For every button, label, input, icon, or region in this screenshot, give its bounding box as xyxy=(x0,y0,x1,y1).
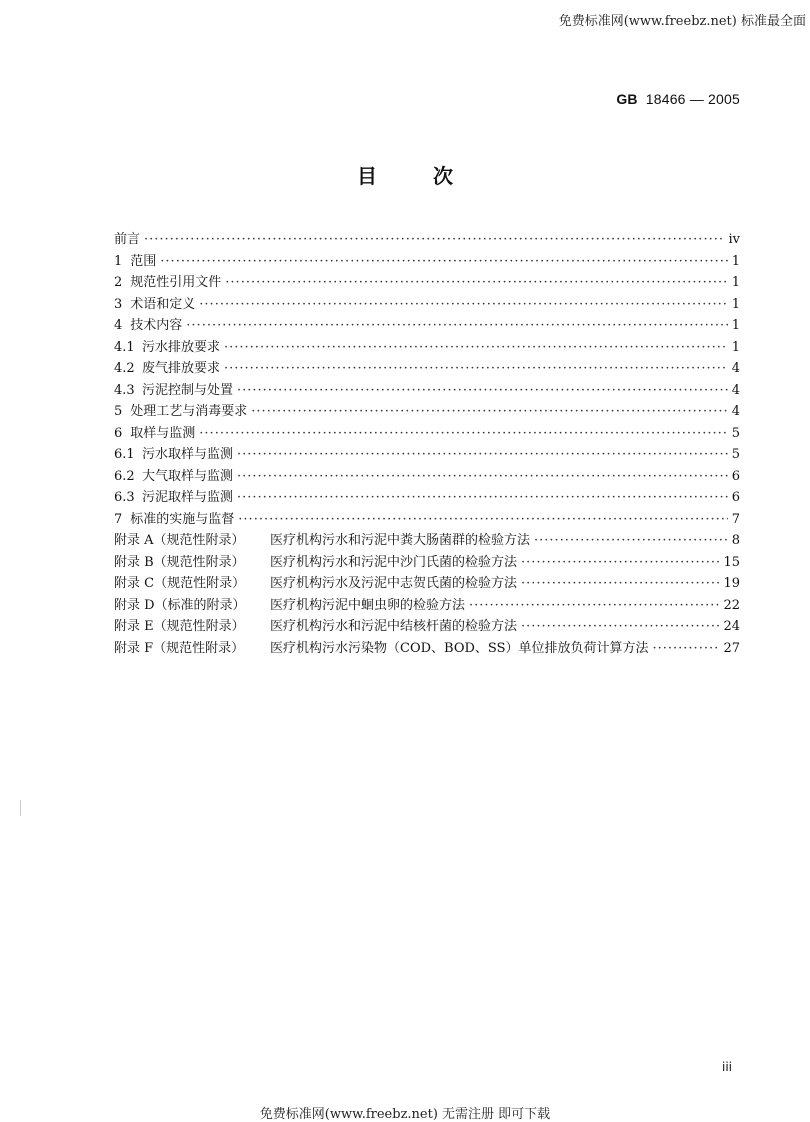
toc-entry-page: 1 xyxy=(731,296,740,312)
toc-appendix-id: 附录 C（规范性附录） xyxy=(114,576,246,591)
toc-entry-page: 5 xyxy=(731,447,740,462)
toc-leader xyxy=(199,297,727,312)
toc-appendix-id: 附录 B（规范性附录） xyxy=(114,554,245,570)
toc-entry-label: 前言 xyxy=(114,232,141,247)
toc-entry-label: 医疗机构污水和污泥中粪大肠菌群的检验方法 xyxy=(270,533,531,548)
toc-entry-appendix[interactable] xyxy=(114,637,740,659)
toc-entry-page: 6 xyxy=(731,468,740,484)
toc-entry-page: 1 xyxy=(731,253,740,269)
toc-entry[interactable] xyxy=(114,422,740,444)
toc-leader xyxy=(521,555,719,570)
toc-leader xyxy=(237,383,728,398)
standard-prefix: GB xyxy=(616,91,638,107)
toc-entry-number: 6 xyxy=(114,425,123,441)
toc-entry-number: 2 xyxy=(114,275,123,290)
toc-appendix-id: 附录 E（规范性附录） xyxy=(114,619,245,634)
toc-entry-appendix[interactable] xyxy=(114,615,740,637)
watermark-top: 免费标准网(www.freebz.net) 标准最全面 xyxy=(558,14,806,29)
toc-entry[interactable] xyxy=(114,314,740,336)
toc-entry-label: 医疗机构污水污染物（COD、BOD、SS）单位排放负荷计算方法 xyxy=(270,640,649,656)
toc-entry-page: 15 xyxy=(723,554,740,570)
toc-entry-number: 1 xyxy=(114,253,123,269)
toc-leader xyxy=(199,426,727,441)
scan-speck xyxy=(20,800,21,816)
toc-entry-number: 4 xyxy=(114,318,123,333)
toc-entry-label: 医疗机构污水和污泥中沙门氏菌的检验方法 xyxy=(270,554,518,570)
toc-entry[interactable] xyxy=(114,508,740,530)
page-title xyxy=(0,160,810,189)
toc-entry-page: 1 xyxy=(731,339,740,355)
toc-entry[interactable] xyxy=(114,228,740,250)
toc-entry-page: 5 xyxy=(731,425,740,441)
table-of-contents xyxy=(114,228,740,658)
title-char-left: 目 xyxy=(357,164,377,188)
toc-leader xyxy=(186,318,727,333)
toc-leader xyxy=(160,254,727,269)
toc-leader xyxy=(224,361,728,376)
toc-entry-page: 4 xyxy=(731,404,740,419)
toc-entry-label: 大气取样与监测 xyxy=(142,468,234,484)
toc-entry-appendix[interactable] xyxy=(114,594,740,616)
toc-appendix-id: 附录 A（规范性附录） xyxy=(114,533,245,548)
toc-entry-page: 6 xyxy=(731,490,740,505)
toc-entry-page: 19 xyxy=(723,576,740,591)
toc-entry-number: 6.3 xyxy=(114,490,135,505)
toc-entry[interactable] xyxy=(114,336,740,358)
toc-leader xyxy=(521,576,719,591)
toc-entry-appendix[interactable] xyxy=(114,529,740,551)
toc-entry-label: 医疗机构污泥中蛔虫卵的检验方法 xyxy=(270,597,466,613)
toc-entry-label: 范围 xyxy=(130,253,157,269)
toc-entry-label: 标准的实施与监督 xyxy=(130,511,235,527)
toc-entry-page: 8 xyxy=(731,533,740,548)
toc-entry[interactable] xyxy=(114,357,740,379)
toc-entry-label: 医疗机构污水和污泥中结核杆菌的检验方法 xyxy=(270,619,518,634)
toc-entry[interactable] xyxy=(114,486,740,508)
toc-entry[interactable] xyxy=(114,250,740,272)
toc-entry-number: 6.1 xyxy=(114,447,135,462)
toc-entry-number: 5 xyxy=(114,404,123,419)
toc-entry[interactable] xyxy=(114,443,740,465)
toc-entry-page: 24 xyxy=(723,619,740,634)
toc-entry-appendix[interactable] xyxy=(114,551,740,573)
toc-entry-number: 4.3 xyxy=(114,382,135,398)
standard-code: 18466 — 2005 xyxy=(645,91,740,107)
toc-entry-page: 4 xyxy=(731,361,740,376)
title-char-right: 次 xyxy=(433,164,453,188)
toc-leader xyxy=(534,533,728,548)
toc-entry-label: 处理工艺与消毒要求 xyxy=(130,404,248,419)
toc-leader xyxy=(237,490,728,505)
toc-leader xyxy=(238,512,727,527)
toc-entry-number: 6.2 xyxy=(114,468,135,484)
toc-entry-page: 27 xyxy=(723,640,740,656)
toc-entry-label: 术语和定义 xyxy=(130,296,196,312)
toc-entry[interactable] xyxy=(114,271,740,293)
toc-entry-label: 污泥取样与监测 xyxy=(142,490,234,505)
toc-entry-appendix[interactable] xyxy=(114,572,740,594)
toc-entry-page: 22 xyxy=(723,597,740,613)
toc-entry-page: 1 xyxy=(731,275,740,290)
toc-leader xyxy=(237,447,728,462)
toc-entry-page: 1 xyxy=(731,318,740,333)
toc-entry-label: 污泥控制与处置 xyxy=(142,382,234,398)
standard-number xyxy=(616,91,740,107)
toc-leader xyxy=(521,619,719,634)
toc-entry-label: 规范性引用文件 xyxy=(130,275,222,290)
toc-leader xyxy=(144,232,724,247)
toc-entry[interactable] xyxy=(114,293,740,315)
toc-entry-page: iv xyxy=(728,232,740,247)
toc-leader xyxy=(653,641,720,656)
toc-leader xyxy=(469,598,719,613)
toc-entry[interactable] xyxy=(114,465,740,487)
toc-leader xyxy=(225,275,727,290)
toc-entry-label: 技术内容 xyxy=(130,318,183,333)
toc-entry-number: 4.1 xyxy=(114,339,135,355)
toc-entry[interactable] xyxy=(114,400,740,422)
toc-entry[interactable] xyxy=(114,379,740,401)
toc-entry-label: 取样与监测 xyxy=(130,425,196,441)
toc-leader xyxy=(224,340,728,355)
page-number: iii xyxy=(721,1060,732,1074)
watermark-bottom: 免费标准网(www.freebz.net) 无需注册 即可下载 xyxy=(259,1107,551,1122)
toc-entry-page: 4 xyxy=(731,382,740,398)
toc-entry-label: 污水排放要求 xyxy=(142,339,221,355)
toc-entry-label: 医疗机构污水及污泥中志贺氏菌的检验方法 xyxy=(270,576,518,591)
toc-entry-page: 7 xyxy=(731,511,740,527)
toc-appendix-id: 附录 F（规范性附录） xyxy=(114,640,245,656)
toc-entry-number: 7 xyxy=(114,511,123,527)
toc-entry-label: 污水取样与监测 xyxy=(142,447,234,462)
toc-entry-number: 4.2 xyxy=(114,361,135,376)
toc-leader xyxy=(251,404,727,419)
toc-entry-number: 3 xyxy=(114,296,123,312)
toc-entry-label: 废气排放要求 xyxy=(142,361,221,376)
toc-appendix-id: 附录 D（标准的附录） xyxy=(114,597,246,613)
toc-leader xyxy=(237,469,728,484)
